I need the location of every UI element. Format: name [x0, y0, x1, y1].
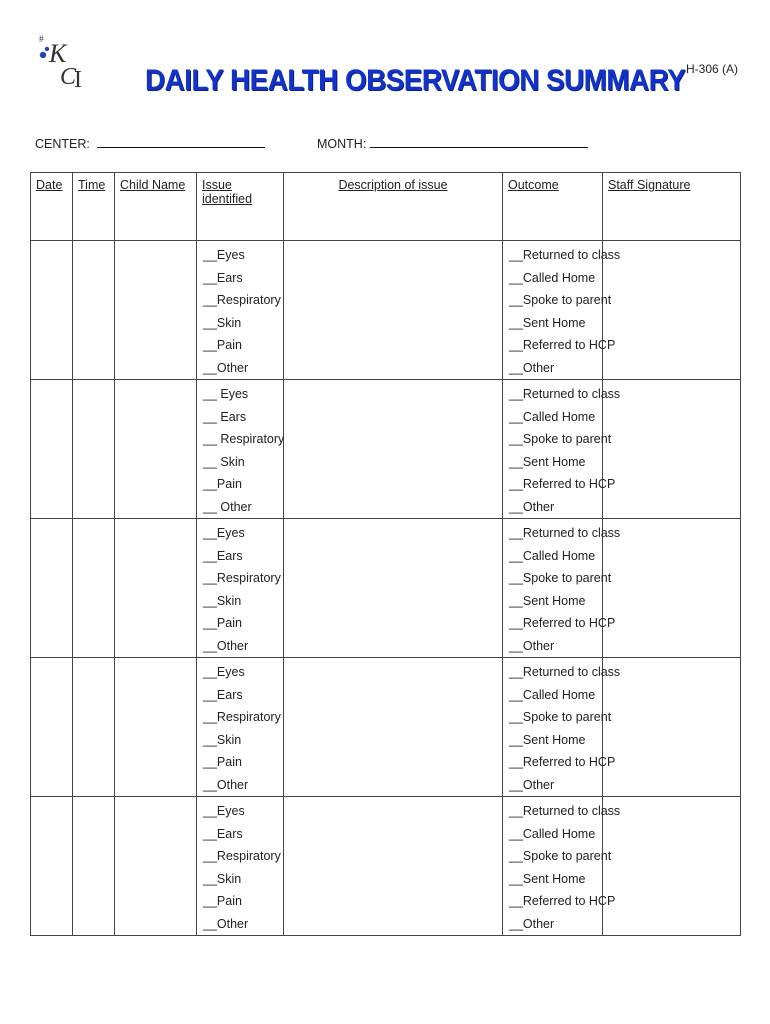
issue-option[interactable]: __Respiratory [203, 710, 281, 724]
outcome-cell [503, 519, 621, 658]
column-header-child-name: Child Name [115, 173, 197, 241]
month-label: MONTH: [317, 137, 367, 151]
issue-option[interactable]: __Respiratory [203, 293, 281, 307]
table-row [31, 797, 741, 936]
outcome-option[interactable]: __Sent Home [509, 315, 586, 330]
issue-option[interactable]: __Pain [203, 338, 242, 352]
issue-option[interactable]: __ Other [203, 499, 252, 514]
outcome-cell [503, 797, 621, 936]
outcome-option[interactable]: __Spoke to parent [509, 432, 612, 446]
issue-option[interactable]: __Other [203, 360, 249, 375]
outcome-option[interactable]: __Other [509, 777, 555, 792]
outcome-option[interactable]: __Spoke to parent [509, 710, 612, 724]
time-cell[interactable] [73, 658, 115, 797]
outcome-option[interactable]: __Sent Home [509, 593, 586, 608]
issue-option[interactable]: __Pain [203, 477, 242, 491]
month-field [317, 134, 588, 151]
center-label: CENTER: [35, 137, 90, 151]
issue-checklist [197, 241, 283, 379]
table-row [31, 241, 741, 380]
issue-option[interactable]: __ Respiratory [203, 432, 285, 446]
issue-option[interactable]: __Skin [203, 732, 242, 747]
outcome-option[interactable]: __Sent Home [509, 454, 586, 469]
outcome-option[interactable]: __Spoke to parent [509, 571, 612, 585]
outcome-option[interactable]: __Called Home [509, 687, 596, 702]
table-row [31, 380, 741, 519]
outcome-cell [503, 241, 621, 380]
column-header-date: Date [31, 173, 73, 241]
time-cell[interactable] [73, 241, 115, 380]
issue-option[interactable]: __Other [203, 638, 249, 653]
issue-option[interactable]: __Pain [203, 755, 242, 769]
outcome-cell [503, 658, 621, 797]
outcome-option[interactable]: __Called Home [509, 409, 596, 424]
issue-checklist [197, 658, 283, 796]
issue-cell [197, 519, 284, 658]
outcome-option[interactable]: __Referred to HCP [509, 338, 616, 352]
issue-option[interactable]: __Pain [203, 894, 242, 908]
column-header-time: Time [73, 173, 115, 241]
column-header-description: Description of issue [284, 173, 503, 241]
issue-option[interactable]: __Ears [203, 826, 243, 841]
kci-logo [34, 34, 90, 92]
issue-option[interactable]: __Other [203, 777, 249, 792]
outcome-option[interactable]: __Spoke to parent [509, 849, 612, 863]
center-input-line[interactable] [97, 134, 265, 148]
outcome-checklist [503, 658, 621, 796]
issue-cell [197, 658, 284, 797]
outcome-option[interactable]: __Sent Home [509, 732, 586, 747]
center-field [35, 134, 265, 151]
issue-option[interactable]: __Eyes [203, 248, 245, 262]
issue-option[interactable]: __Respiratory [203, 849, 281, 863]
child-name-cell[interactable] [115, 241, 197, 380]
outcome-option[interactable]: __Returned to class [509, 526, 621, 540]
date-cell[interactable] [31, 380, 73, 519]
column-header-staff-signature: Staff Signature [603, 173, 741, 241]
staff-signature-cell[interactable] [603, 241, 741, 380]
issue-cell [197, 797, 284, 936]
issue-option[interactable]: __Ears [203, 687, 243, 702]
column-header-issue: Issue identified [197, 173, 284, 241]
description-cell[interactable] [284, 241, 503, 380]
staff-signature-cell[interactable] [603, 797, 741, 936]
month-input-line[interactable] [370, 134, 588, 148]
page-title: DAILY HEALTH OBSERVATION SUMMARY [145, 64, 686, 97]
child-name-cell[interactable] [115, 658, 197, 797]
date-cell[interactable] [31, 519, 73, 658]
svg-text:C: C [60, 64, 77, 90]
svg-text:I: I [74, 67, 82, 92]
issue-checklist [197, 380, 283, 518]
issue-option[interactable]: __Eyes [203, 526, 245, 540]
issue-cell [197, 241, 284, 380]
outcome-checklist [503, 519, 621, 657]
staff-signature-cell[interactable] [603, 519, 741, 658]
staff-signature-cell[interactable] [603, 658, 741, 797]
observation-table [30, 172, 741, 936]
svg-text:#: # [39, 34, 44, 44]
outcome-option[interactable]: __Referred to HCP [509, 616, 616, 630]
table-row [31, 519, 741, 658]
description-cell[interactable] [284, 519, 503, 658]
outcome-option[interactable]: __Other [509, 360, 555, 375]
time-cell[interactable] [73, 797, 115, 936]
outcome-option[interactable]: __Returned to class [509, 387, 621, 401]
outcome-option[interactable]: __Called Home [509, 270, 596, 285]
time-cell[interactable] [73, 380, 115, 519]
outcome-option[interactable]: __Returned to class [509, 804, 621, 818]
outcome-option[interactable]: __Other [509, 638, 555, 653]
child-name-cell[interactable] [115, 380, 197, 519]
issue-checklist [197, 797, 283, 935]
outcome-option[interactable]: __Called Home [509, 548, 596, 563]
issue-cell [197, 380, 284, 519]
child-name-cell[interactable] [115, 519, 197, 658]
outcome-option[interactable]: __Referred to HCP [509, 755, 616, 769]
svg-text:K: K [49, 39, 67, 68]
issue-option[interactable]: __Skin [203, 871, 242, 886]
issue-option[interactable]: __Ears [203, 270, 243, 285]
issue-option[interactable]: __Other [203, 916, 249, 931]
issue-option[interactable]: __Skin [203, 593, 242, 608]
issue-option[interactable]: __Eyes [203, 665, 245, 679]
child-name-cell[interactable] [115, 797, 197, 936]
date-cell[interactable] [31, 658, 73, 797]
outcome-option[interactable]: __Other [509, 916, 555, 931]
issue-checklist [197, 519, 283, 657]
issue-option[interactable]: __Respiratory [203, 571, 281, 585]
table-header-row [31, 173, 741, 241]
issue-option[interactable]: __ Skin [203, 454, 245, 469]
date-cell[interactable] [31, 797, 73, 936]
outcome-option[interactable]: __Returned to class [509, 665, 621, 679]
table-row [31, 658, 741, 797]
outcome-option[interactable]: __Called Home [509, 826, 596, 841]
column-header-outcome: Outcome [503, 173, 603, 241]
outcome-option[interactable]: __Other [509, 499, 555, 514]
outcome-option[interactable]: __Spoke to parent [509, 293, 612, 307]
issue-option[interactable]: __ Eyes [203, 387, 249, 401]
issue-option[interactable]: __ Ears [203, 409, 247, 424]
outcome-option[interactable]: __Returned to class [509, 248, 621, 262]
outcome-checklist [503, 241, 621, 379]
description-cell[interactable] [284, 658, 503, 797]
date-cell[interactable] [31, 241, 73, 380]
time-cell[interactable] [73, 519, 115, 658]
outcome-cell [503, 380, 621, 519]
issue-option[interactable]: __Eyes [203, 804, 245, 818]
description-cell[interactable] [284, 380, 503, 519]
issue-option[interactable]: __Ears [203, 548, 243, 563]
outcome-option[interactable]: __Sent Home [509, 871, 586, 886]
outcome-option[interactable]: __Referred to HCP [509, 894, 616, 908]
description-cell[interactable] [284, 797, 503, 936]
outcome-checklist [503, 797, 621, 935]
outcome-option[interactable]: __Referred to HCP [509, 477, 616, 491]
issue-option[interactable]: __Skin [203, 315, 242, 330]
staff-signature-cell[interactable] [603, 380, 741, 519]
issue-option[interactable]: __Pain [203, 616, 242, 630]
outcome-checklist [503, 380, 621, 518]
form-code: H-306 (A) [686, 62, 739, 76]
